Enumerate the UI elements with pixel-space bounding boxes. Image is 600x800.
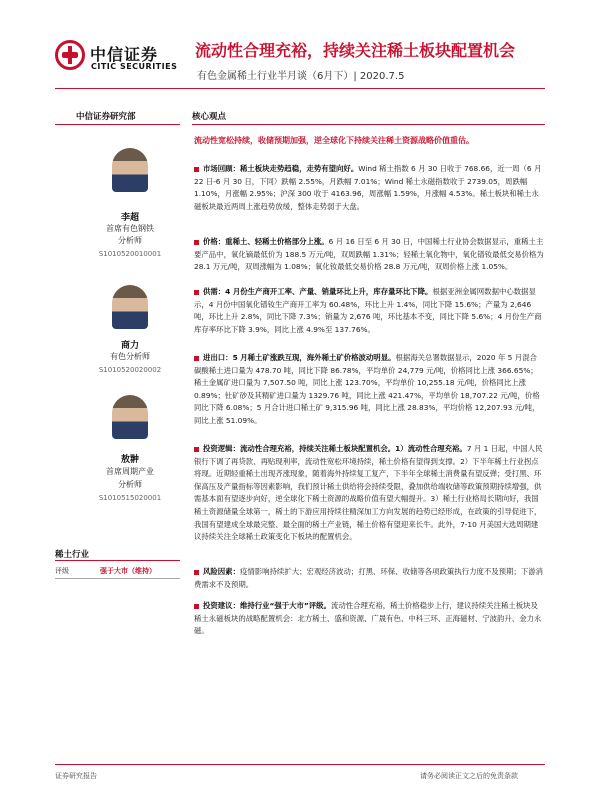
- bullet-icon: [194, 570, 199, 575]
- paragraph-risk: [194, 566, 544, 591]
- bullet-icon: [194, 604, 199, 609]
- sidebar-divider: [55, 578, 180, 579]
- analyst-role: 分析师: [118, 236, 142, 245]
- analyst-photo: [112, 148, 148, 192]
- footer-right: 请务必阅读正文之后的免责条款: [420, 772, 518, 780]
- report-title: 流动性合理充裕，持续关注稀土板块配置机会: [195, 41, 516, 60]
- sidebar-divider: [55, 560, 180, 561]
- citic-logo-icon: [55, 40, 85, 70]
- para-head: 投资建议：维持行业“强于大市”评级。: [203, 601, 331, 610]
- lead-summary: 流动性宽松持续，收储预期加强，逆全球化下持续关注稀土资源战略价值重估。: [194, 136, 474, 145]
- analyst-license: S1010520010001: [98, 250, 162, 258]
- bullet-icon: [194, 167, 199, 172]
- para-head: 市场回顾：稀土板块走势趋稳，走势有望向好。: [203, 164, 359, 173]
- para-body: 6 月 16 日至 6 月 30 日，中国稀土行业协会数据显示，重稀土主要产品中，氧化镝最低价为 188.5 万元/吨，双周跌幅 1.31%；轻稀土氧化物中，氧化镨钕最低交易价格为 28.1 万元/吨，双周涨幅为 1.08%；氧化钕最低交易价格 28.8 万元/吨，双周价格上涨 1.05%。: [194, 237, 544, 272]
- logo-text-en: CITIC SECURITIES: [91, 62, 178, 71]
- analyst-photo: [112, 285, 148, 329]
- para-body: 疫情影响持续扩大；宏观经济波动；打黑、环保、收储等各项政策执行力度不及预期；下游消费需求不及预期。: [194, 567, 543, 589]
- footer-left: 证券研究报告: [55, 772, 97, 780]
- paragraph-trade: [194, 352, 544, 428]
- header-divider: [55, 88, 545, 89]
- bullet-icon: [194, 356, 199, 361]
- bullet-icon: [194, 447, 199, 452]
- analyst-name: 商力: [120, 341, 139, 351]
- analyst-name: 李超: [120, 213, 139, 223]
- industry-label: 稀土行业: [55, 550, 90, 560]
- analyst-photo: [112, 395, 148, 439]
- rating-value: 强于大市（维持）: [100, 567, 156, 575]
- rating-label: 评级: [55, 567, 69, 575]
- bullet-icon: [194, 240, 199, 245]
- para-head: 投资逻辑：流动性合理充裕，持续关注稀土板块配置机会。1）流动性合理充裕。: [203, 444, 467, 453]
- analyst-role: 首席有色钢铁: [106, 224, 154, 233]
- para-body: 流动性合理充裕，稀土价格稳步上行，建议持续关注稀土板块及稀土永磁板块的战略配置机会：北方稀土、盛和资源、广晟有色、中科三环、正海磁材、宁波韵升、金力永磁。: [194, 601, 542, 636]
- paragraph-market: [194, 163, 544, 213]
- para-body: 根据海关总署数据显示，2020 年 5 月混合碳酸稀土进口量为 478.70 吨，同比下降 86.78%，平均单价 24,779 元/吨，价格同比上涨 366.65%；稀土金属矿进口量为 7,507.50 吨，同比上涨 123.70%，平均单价 10,255.18 元/吨，价格同比上涨 0.89%；钍矿砂及其精矿进口量为 1329.76 吨，同比上涨 421.47%，平均单价 18,707.22 元/吨，价格同比下降 6.08%；5 月合计进口稀土矿 9,315.96 吨，同比上涨 28.83%，平均价格 12,207.93 元/吨，同比上涨 51.09%。: [194, 353, 540, 425]
- para-body: 7 月 1 日起，中国人民银行下调了再贷款、再贴现利率，流动性宽松环境持续，稀土价格有望得到支撑。2）下半年稀土行业拐点将现。近期轻重稀土出现齐涨现象，随着海外持续复工复产，下半年全球稀土消费量有望反弹；受打黑、环保高压及产量指标等因素影响，我们预计稀土供给将会持续受限，叠加供给端收储等政策预期持续增强，供需基本面有望逐步向好，逆全球化下稀土资源的战略价值有望大幅提升。3）稀土行业格局长期向好，我国稀土资源储量全球第一，稀土的下游应用持续往精深加工方向发展的趋势已经形成，在政策的引导促进下，我国有望建成全球最完整、最全面的稀土产业链，稀土价格有望迎来长牛。此外，7-10 月美国大选周期建议持续关注全球稀土政策变化下板块的配置机会。: [194, 444, 543, 542]
- para-head: 价格：重稀土、轻稀土价格部分上涨。: [203, 237, 329, 246]
- footer-divider: [55, 764, 545, 765]
- paragraph-advice: [194, 600, 544, 638]
- research-dept: 中信证券研究部: [76, 112, 136, 122]
- analyst-role: 首席周期产业: [106, 467, 154, 476]
- section-divider: [192, 124, 545, 125]
- para-head: 供需：4 月份生产商开工率、产量、销量环比上升，库存量环比下降。: [203, 287, 433, 296]
- logo-text-cn: 中信证券: [90, 45, 159, 64]
- analyst-license: S1010515020001: [98, 494, 162, 502]
- sidebar-divider: [55, 124, 180, 125]
- analyst-role: 分析师: [118, 480, 142, 489]
- para-head: 进出口：5 月稀土矿涨跌互现，海外稀土矿价格波动明显。: [203, 353, 396, 362]
- analyst-name: 敖翀: [120, 455, 139, 465]
- core-view-heading: 核心观点: [192, 112, 227, 122]
- para-head: 风险因素：: [203, 567, 240, 576]
- paragraph-logic: [194, 443, 544, 544]
- analyst-role: 有色分析师: [110, 352, 150, 361]
- analyst-license: S1010520020002: [98, 366, 162, 374]
- para-body: Wind 稀土指数 6 月 30 日收于 768.66，近一周（6 月 22 日-6 月 30 日，下同）跌幅 2.55%，月跌幅 7.01%；Wind 稀土永磁指数收于 2739.05，周跌幅 1.10%，月涨幅 2.95%；沪深 300 收于 4163.96，周涨幅 1.59%，月涨幅 4.53%。稀土板块和稀土永磁板块最近两周上涨趋势放缓，整体走势弱于大盘。: [194, 164, 542, 211]
- paragraph-price: [194, 236, 544, 274]
- bullet-icon: [194, 290, 199, 295]
- paragraph-supply: [194, 286, 544, 336]
- para-body: 根据亚洲金属网数据中心数据显示，4 月份中国氧化镨钕生产商开工率为 60.48%，环比上升 1.4%，同比下降 15.6%；产量为 2,646 吨，环比上升 2.8%，同比下降 7.3%；销量为 2,676 吨，环比基本不变，同比下降 5.6%；4 月份生产商库存率环比下降 3.9%，同比上涨 4.9%至 137.76%。: [194, 287, 542, 334]
- report-subtitle: 有色金属稀土行业半月谈（6月下）| 2020.7.5: [197, 71, 405, 82]
